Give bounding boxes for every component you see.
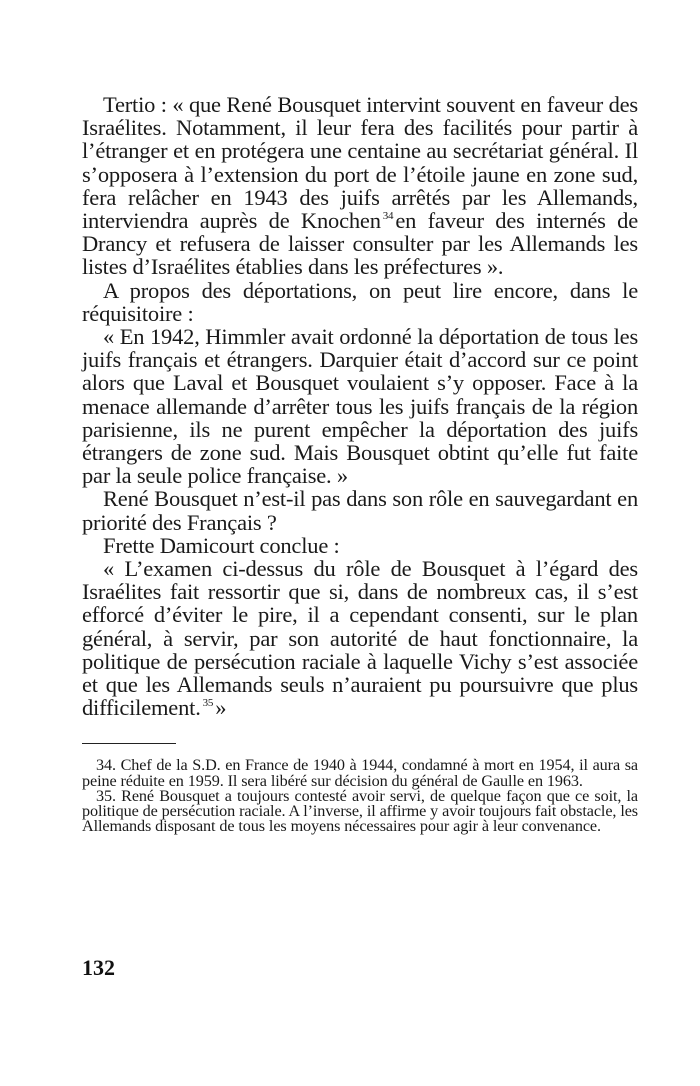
body-text (82, 93, 638, 719)
footnote-divider (82, 743, 176, 744)
paragraph-text-end: en faveur des internés de Drancy et refusera de laisser consulter par les Allemands les listes d’Israélites établies dans les préfectures ». (82, 208, 638, 280)
paragraph-text: Tertio : « que René Bousquet intervint souvent en faveur des Israélites. Notamment, il leur fera des facilités pour partir à l’étranger et en protégera une centaine au secrétariat général. Il s’opposera à l’extension du port de l’étoile jaune en zone sud, fera relâcher en 1943 des juifs arrêtés par les Allemands, interviendra auprès de Knochen (82, 92, 638, 234)
footnote-ref-34[interactable]: 34 (382, 210, 394, 223)
book-page (82, 93, 638, 835)
paragraph-text: « L’examen ci-dessus du rôle de Bousquet à l’égard des Israélites fait ressortir que si, dans de nombreux cas, il s’est efforcé d’éviter le pire, il a cependant consenti, sur le plan général, à servir, par son autorité de haut fonctionnaire, la politique de persécution raciale à laquelle Vichy s’est associée et que les Allemands seuls n’auraient pu poursuivre que plus difficilement. (82, 556, 638, 721)
closing-quote: » (215, 695, 227, 721)
paragraph-quote-1942: « En 1942, Himmler avait ordonné la déportation de tous les juifs français et étrangers. Darquier était d’accord sur ce point alors que Laval et Bousquet voulaient s’y opposer. Face à la menace allemande d’arrêter tous les juifs français de la région parisienne, ils ne purent empêcher la déportation des juifs étrangers de zone sud. Mais Bousquet obtint qu’elle fut faite par la seule police française. » (82, 324, 638, 489)
footnote-ref-35[interactable]: 35 (202, 697, 214, 710)
paragraph-quote-examen (82, 557, 638, 719)
paragraph-tertio (82, 93, 638, 279)
paragraph-deportations: A propos des déportations, on peut lire encore, dans le réquisitoire : (82, 277, 638, 326)
paragraph-conclue: Frette Damicourt conclue : (103, 532, 340, 558)
footnote-34: 34. Chef de la S.D. en France de 1940 à 1944, condamné à mort en 1954, il aura sa peine réduite en 1959. Il sera libéré sur décision du général de Gaulle en 1963. (82, 756, 638, 790)
footnote-35: 35. René Bousquet a toujours contesté avoir servi, de quelque façon que ce soit, la politique de persécution raciale. A l’inverse, il affirme y avoir toujours fait obstacle, les Allemands disposant de tous les moyens nécessaires pour agir à leur convenance. (82, 786, 638, 836)
footnotes (82, 758, 638, 834)
page-number: 132 (82, 955, 115, 980)
paragraph-question: René Bousquet n’est-il pas dans son rôle en sauvegardant en priorité des Français ? (82, 486, 638, 535)
